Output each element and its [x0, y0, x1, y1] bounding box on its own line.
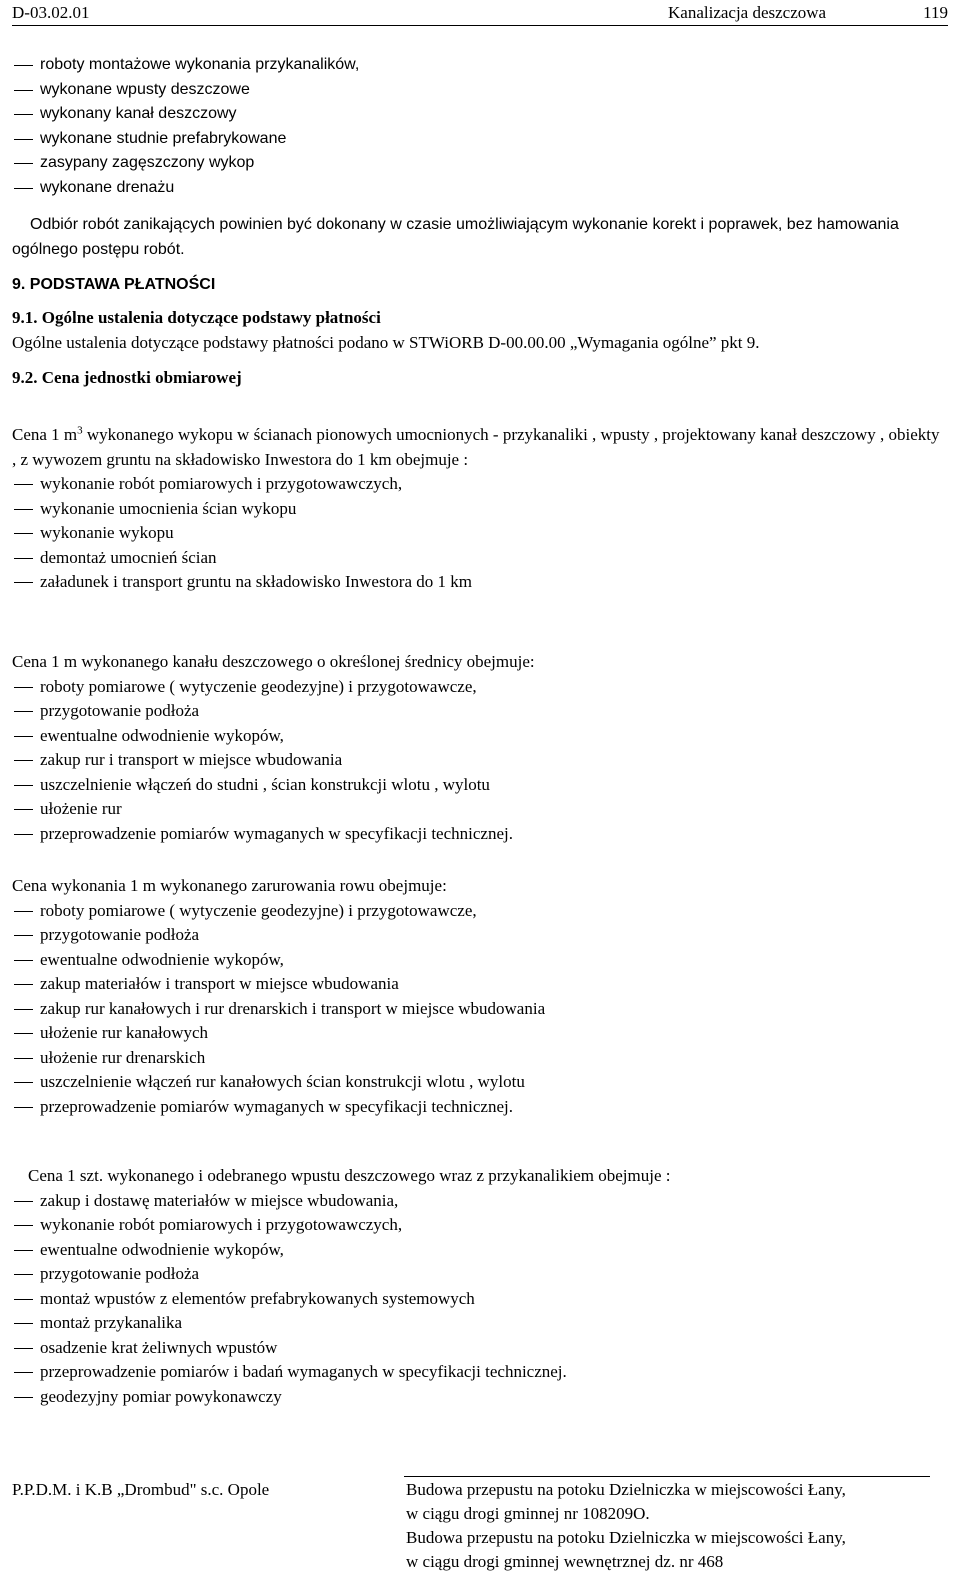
list-item: zakup i dostawę materiałów w miejsce wbudowania,: [12, 1189, 948, 1214]
footer-rule: [404, 1476, 930, 1477]
list-item: wykonane wpusty deszczowe: [12, 78, 948, 103]
list-item: załadunek i transport gruntu na składowisko Inwestora do 1 km: [12, 570, 948, 595]
cena-wykop-intro-a: Cena 1 m: [12, 425, 78, 444]
footer-project-line: Budowa przepustu na potoku Dzielniczka w miejscowości Łany,: [406, 1528, 846, 1547]
list-item: ułożenie rur drenarskich: [12, 1046, 948, 1071]
list-item: montaż wpustów z elementów prefabrykowanych systemowych: [12, 1287, 948, 1312]
list-item: ułożenie rur kanałowych: [12, 1021, 948, 1046]
list-item: przygotowanie podłoża: [12, 923, 948, 948]
cena-wykop-intro-b: wykonanego wykopu w ścianach pionowych umocnionych - przykanaliki , wpusty , projektowany kanał deszczowy , obiekty , z wywozem gruntu na składowisko Inwestora do 1 km obejmuje :: [12, 425, 940, 469]
list-item: wykonanie wykopu: [12, 521, 948, 546]
cena-wykop-intro: [12, 423, 948, 472]
list-item: roboty pomiarowe ( wytyczenie geodezyjne) i przygotowawcze,: [12, 675, 948, 700]
list-item: przeprowadzenie pomiarów i badań wymaganych w specyfikacji technicznej.: [12, 1360, 948, 1385]
cena-wpust-list: [12, 1189, 948, 1410]
list-item: uszczelnienie włączeń rur kanałowych ścian konstrukcji wlotu , wylotu: [12, 1070, 948, 1095]
list-top: [12, 53, 948, 200]
header-rule: [12, 25, 948, 26]
list-item: geodezyjny pomiar powykonawczy: [12, 1385, 948, 1410]
footer-company: P.P.D.M. i K.B „Drombud" s.c. Opole: [12, 1480, 270, 1499]
cena-zarurowanie-list: [12, 899, 948, 1120]
list-item: demontaż umocnień ścian: [12, 546, 948, 571]
list-item: ewentualne odwodnienie wykopów,: [12, 724, 948, 749]
footer-project: [406, 1478, 846, 1574]
list-item: osadzenie krat żeliwnych wpustów: [12, 1336, 948, 1361]
cena-wpust-section: [12, 1164, 948, 1409]
cena-wykop-section: [12, 423, 948, 595]
list-item: roboty pomiarowe ( wytyczenie geodezyjne) i przygotowawcze,: [12, 899, 948, 924]
page-number: 119: [923, 3, 948, 22]
list-item: przygotowanie podłoża: [12, 699, 948, 724]
list-item: przygotowanie podłoża: [12, 1262, 948, 1287]
list-item: ewentualne odwodnienie wykopów,: [12, 1238, 948, 1263]
cena-zarurowanie-intro: Cena wykonania 1 m wykonanego zarurowania rowu obejmuje:: [12, 876, 447, 895]
list-item: montaż przykanalika: [12, 1311, 948, 1336]
list-item: wykonanie robót pomiarowych i przygotowawczych,: [12, 472, 948, 497]
list-item: przeprowadzenie pomiarów wymaganych w specyfikacji technicznej.: [12, 1095, 948, 1120]
list-item: ewentualne odwodnienie wykopów,: [12, 948, 948, 973]
cena-kanal-list: [12, 675, 948, 847]
section-9-1-heading: 9.1. Ogólne ustalenia dotyczące podstawy płatności: [12, 308, 381, 327]
odbior-paragraph: Odbiór robót zanikających powinien być dokonany w czasie umożliwiającym wykonanie korekt i poprawek, bez hamowania ogólnego postępu robót.: [12, 216, 899, 258]
cubic-superscript: 3: [77, 424, 83, 437]
list-item: zasypany zagęszczony wykop: [12, 151, 948, 176]
footer-project-line: w ciągu drogi gminnej wewnętrznej dz. nr 468: [406, 1552, 724, 1571]
section-9-heading: 9. PODSTAWA PŁATNOŚCI: [12, 276, 216, 293]
section-9-1-text: Ogólne ustalenia dotyczące podstawy płatności podano w STWiORB D-00.00.00 „Wymagania ogólne” pkt 9.: [12, 333, 760, 352]
list-item: wykonanie umocnienia ścian wykopu: [12, 497, 948, 522]
cena-wykop-list: [12, 472, 948, 595]
list-item: wykonane studnie prefabrykowane: [12, 127, 948, 152]
list-item: przeprowadzenie pomiarów wymaganych w specyfikacji technicznej.: [12, 822, 948, 847]
page-header: [12, 0, 948, 26]
section-9-2-heading: 9.2. Cena jednostki obmiarowej: [12, 368, 242, 387]
list-item: wykonane drenażu: [12, 176, 948, 201]
cena-wpust-intro: Cena 1 szt. wykonanego i odebranego wpustu deszczowego wraz z przykanalikiem obejmuje :: [28, 1166, 671, 1185]
cena-kanal-intro: Cena 1 m wykonanego kanału deszczowego o określonej średnicy obejmuje:: [12, 652, 535, 671]
cena-kanal-section: [12, 650, 948, 846]
footer-project-line: w ciągu drogi gminnej nr 108209O.: [406, 1504, 650, 1523]
document-title: Kanalizacja deszczowa: [668, 3, 827, 22]
list-item: roboty montażowe wykonania przykanalików,: [12, 53, 948, 78]
cena-zarurowanie-section: [12, 874, 948, 1119]
list-item: ułożenie rur: [12, 797, 948, 822]
footer-project-line: Budowa przepustu na potoku Dzielniczka w miejscowości Łany,: [406, 1480, 846, 1499]
list-item: zakup materiałów i transport w miejsce wbudowania: [12, 972, 948, 997]
list-item: zakup rur kanałowych i rur drenarskich i transport w miejsce wbudowania: [12, 997, 948, 1022]
list-item: wykonanie robót pomiarowych i przygotowawczych,: [12, 1213, 948, 1238]
list-item: wykonany kanał deszczowy: [12, 102, 948, 127]
list-item: zakup rur i transport w miejsce wbudowania: [12, 748, 948, 773]
list-item: uszczelnienie włączeń do studni , ścian konstrukcji wlotu , wylotu: [12, 773, 948, 798]
document-code: D-03.02.01: [12, 3, 90, 22]
